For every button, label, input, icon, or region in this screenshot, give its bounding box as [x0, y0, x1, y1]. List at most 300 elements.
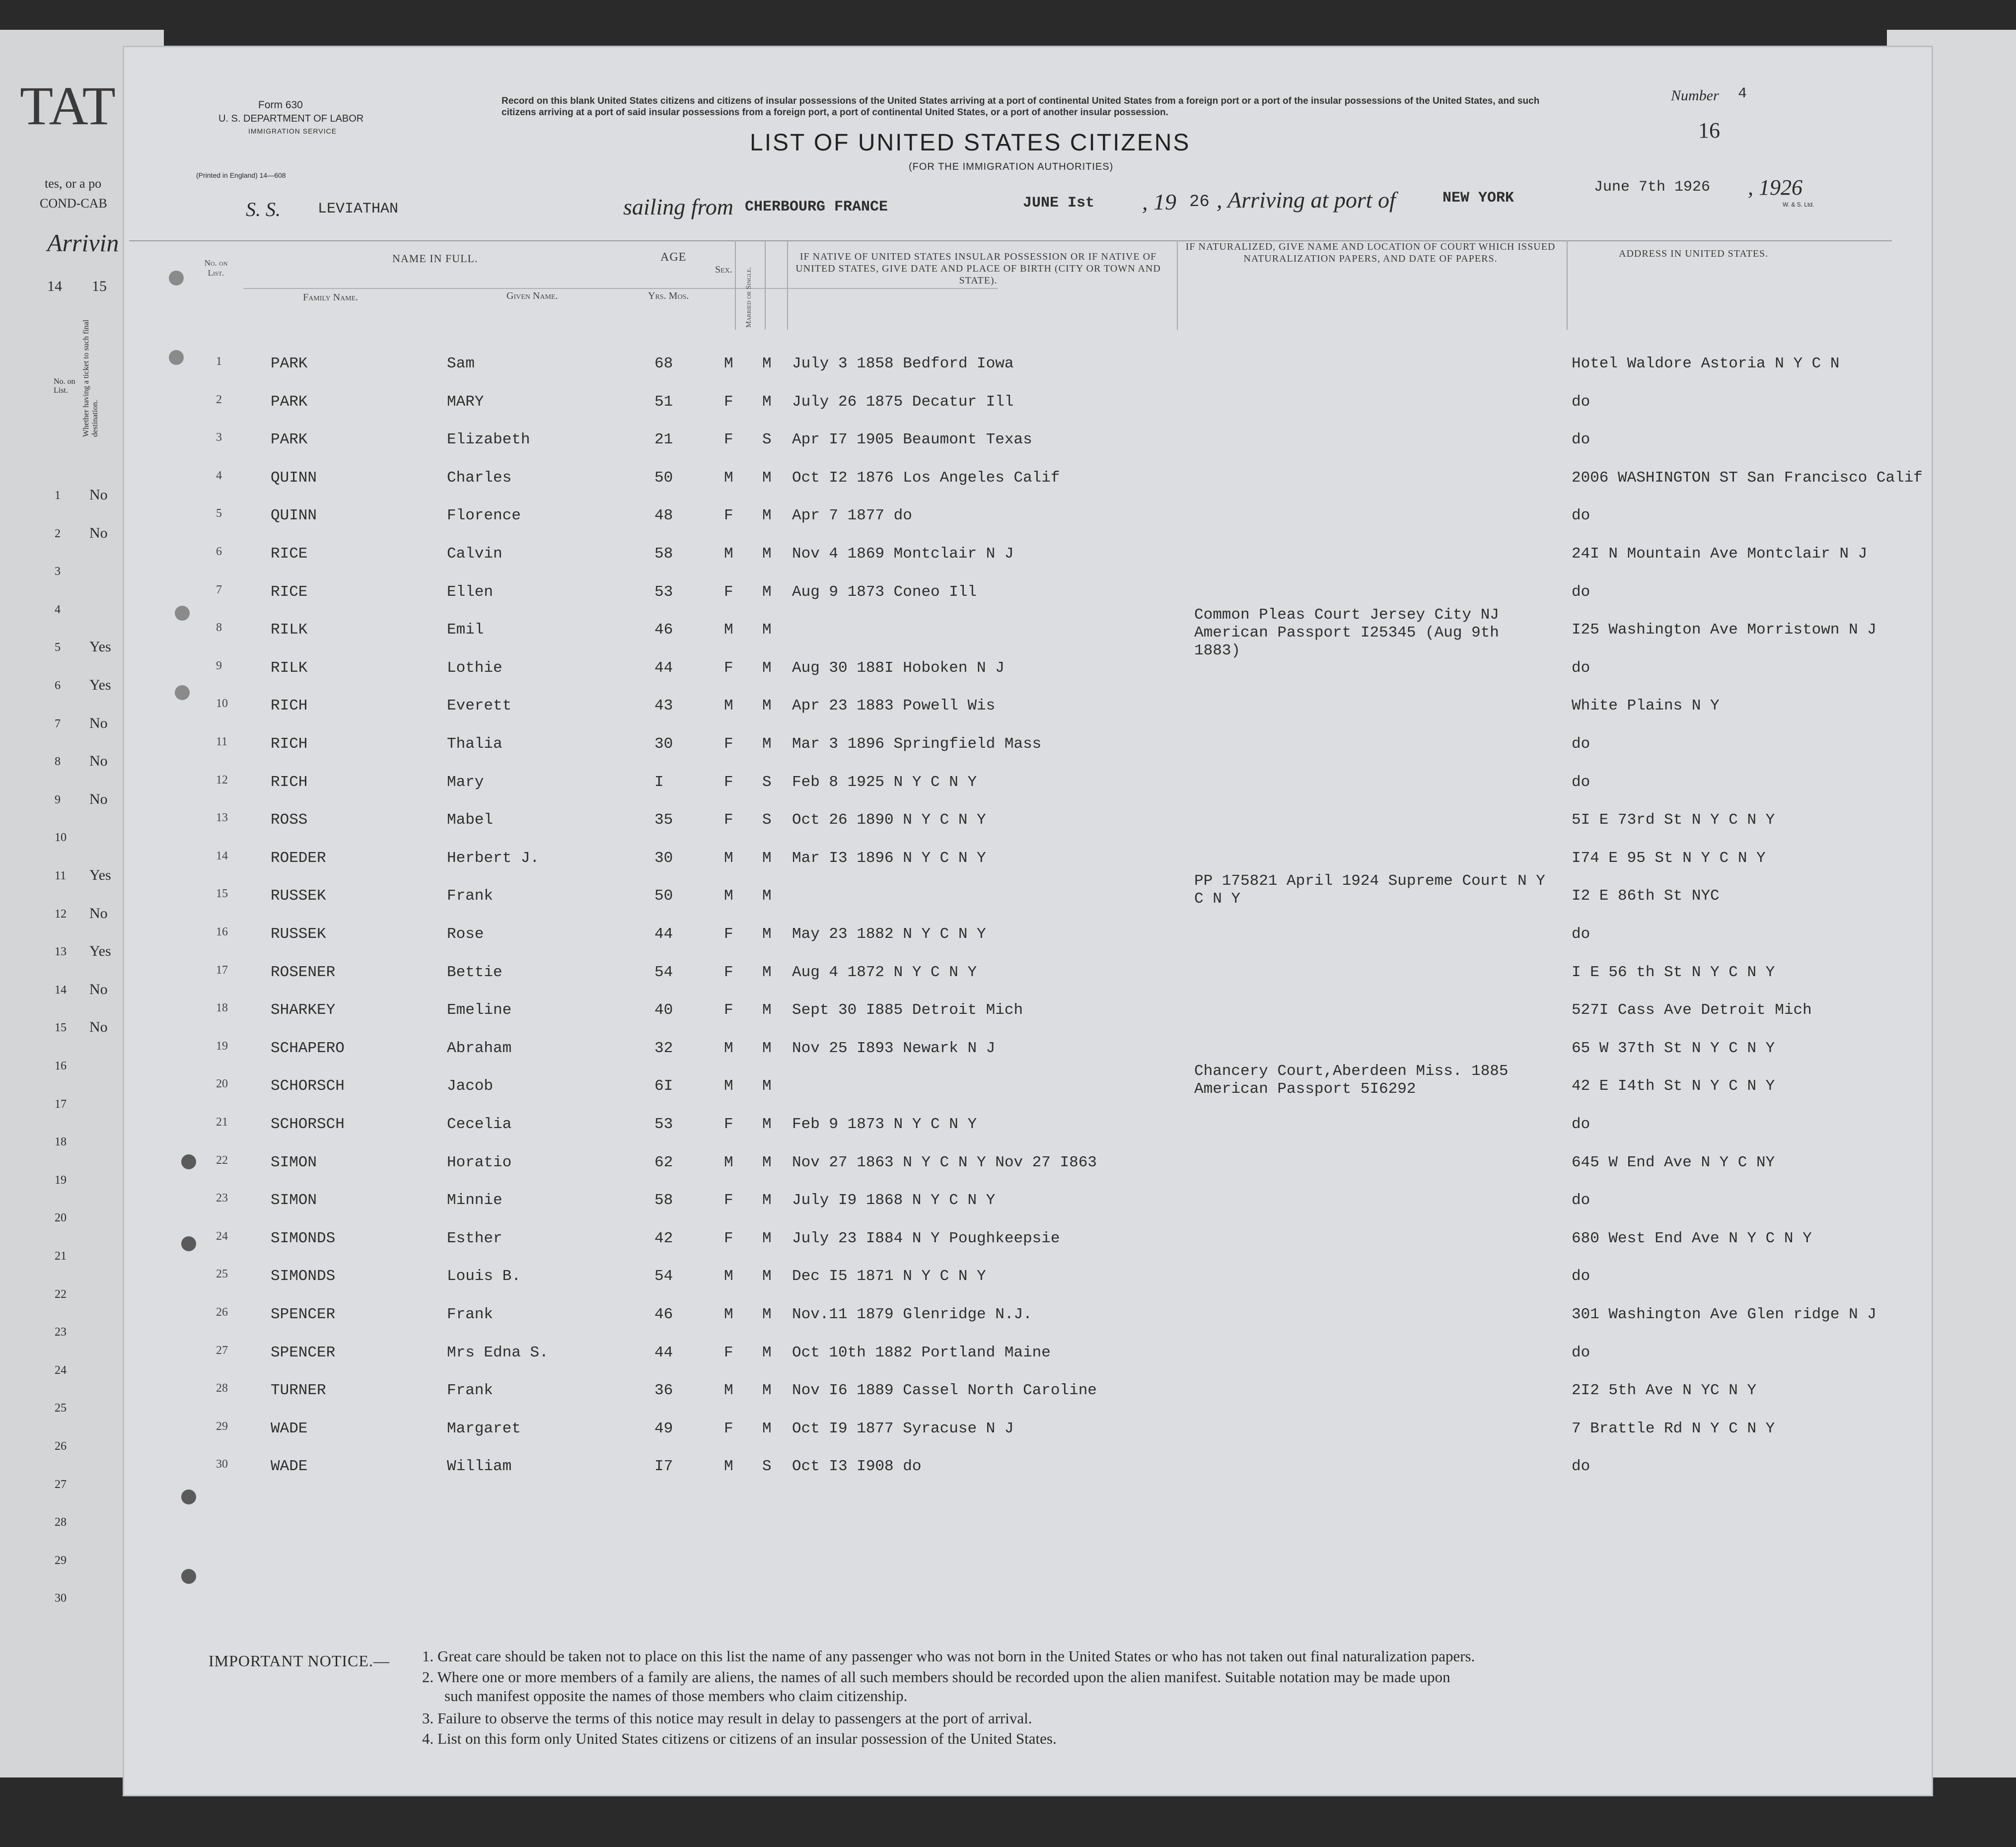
row-22-no: 22: [216, 1153, 228, 1167]
row-2-sex: F: [724, 393, 733, 411]
row-3-age: 21: [654, 431, 673, 449]
row-18-family: SHARKEY: [271, 1001, 336, 1019]
row-7-no: 7: [216, 583, 222, 596]
row-7-ms: M: [762, 583, 772, 601]
row-3-ms: S: [762, 431, 772, 449]
row-4-addr: 2006 WASHINGTON ST San Francisco Calif: [1572, 469, 1923, 487]
underlying-fragment-1: tes, or a po: [45, 176, 102, 191]
notice-item-2: 2. Where one or more members of a family are aliens, the names of all such members should be recorded upon the alien manifest. Suitable notation may be made upon: [422, 1668, 1450, 1686]
left-line-number: 23: [55, 1326, 67, 1339]
row-1-birth: July 3 1858 Bedford Iowa: [792, 355, 1014, 372]
row-27-age: 44: [654, 1344, 673, 1361]
notice-item-4: 4. List on this form only United States citizens or citizens of an insular possession of the United States.: [422, 1730, 1057, 1747]
left-line-number: 17: [55, 1097, 67, 1111]
row-6-birth: Nov 4 1869 Montclair N J: [792, 545, 1014, 563]
left-line-number: 12: [55, 907, 67, 921]
row-14-addr: I74 E 95 St N Y C N Y: [1572, 849, 1766, 867]
left-answer: No: [89, 981, 108, 997]
row-10-given: Everett: [447, 697, 512, 715]
row-19-addr: 65 W 37th St N Y C N Y: [1572, 1039, 1775, 1057]
row-29-given: Margaret: [447, 1420, 521, 1437]
form-record-note: Record on this blank United States citizens and citizens of insular possessions of the United States arriving at a port of continental United States from a foreign port or a port of the insular possessions of the United States, and such citizens arriving at a port of said insular possessions from a foreign port, a port of continental United States, or a port of another insular possession.: [502, 96, 1540, 118]
row-13-no: 13: [216, 811, 228, 825]
row-17-ms: M: [762, 963, 772, 981]
row-27-ms: M: [762, 1344, 772, 1361]
row-3-birth: Apr I7 1905 Beaumont Texas: [792, 431, 1032, 449]
header-no: No. on List.: [204, 258, 228, 278]
punch-hole: [181, 1236, 196, 1251]
left-line-number: 2: [55, 527, 61, 540]
ship-name: LEVIATHAN: [318, 201, 399, 217]
row-6-given: Calvin: [447, 545, 503, 563]
row-15-sex: M: [724, 887, 733, 905]
row-24-family: SIMONDS: [271, 1229, 336, 1247]
left-line-number: 13: [55, 945, 67, 959]
form-printed: (Printed in England) 14—608: [196, 171, 286, 179]
row-11-no: 11: [216, 735, 228, 748]
row-15-family: RUSSEK: [271, 887, 326, 905]
row-28-birth: Nov I6 1889 Cassel North Caroline: [792, 1382, 1097, 1400]
row-23-given: Minnie: [447, 1192, 503, 1209]
row-20-no: 20: [216, 1077, 228, 1091]
punch-hole: [175, 606, 190, 621]
row-28-no: 28: [216, 1382, 228, 1395]
row-19-given: Abraham: [447, 1039, 512, 1057]
rule-birth: [787, 240, 788, 330]
row-11-age: 30: [654, 735, 673, 753]
row-21-no: 21: [216, 1116, 228, 1129]
row-29-ms: M: [762, 1420, 772, 1437]
row-5-age: 48: [654, 507, 673, 525]
row-9-addr: do: [1572, 659, 1590, 677]
row-2-age: 51: [654, 393, 673, 411]
row-18-given: Emeline: [447, 1001, 512, 1019]
arrival-port: NEW YORK: [1442, 190, 1514, 207]
row-16-family: RUSSEK: [271, 925, 326, 943]
row-15-given: Frank: [447, 887, 494, 905]
printer-mark: W. & S. Ltd.: [1783, 201, 1814, 208]
row-10-age: 43: [654, 697, 673, 715]
row-25-no: 25: [216, 1268, 228, 1281]
row-25-ms: M: [762, 1268, 772, 1285]
punch-hole: [181, 1569, 196, 1584]
row-14-given: Herbert J.: [447, 849, 540, 867]
row-10-birth: Apr 23 1883 Powell Wis: [792, 697, 996, 715]
header-yrs: Yrs. Mos.: [648, 290, 689, 301]
header-top-rule: [129, 240, 1892, 241]
left-answer: Yes: [89, 677, 111, 693]
row-30-birth: Oct I3 I908 do: [792, 1458, 922, 1476]
row-28-addr: 2I2 5th Ave N YC N Y: [1572, 1382, 1757, 1400]
row-17-given: Bettie: [447, 963, 503, 981]
row-16-given: Rose: [447, 925, 484, 943]
left-line-number: 9: [55, 793, 61, 806]
row-21-addr: do: [1572, 1116, 1590, 1133]
row-29-sex: F: [724, 1420, 733, 1437]
row-17-addr: I E 56 th St N Y C N Y: [1572, 963, 1775, 981]
row-7-sex: F: [724, 583, 733, 601]
row-28-age: 36: [654, 1382, 673, 1400]
row-15-naturalization: PP 175821 April 1924 Supreme Court N Y C N Y: [1194, 872, 1545, 908]
left-line-number: 15: [55, 1021, 67, 1035]
header-sex: Sex.: [715, 264, 732, 275]
row-7-birth: Aug 9 1873 Coneo Ill: [792, 583, 977, 601]
sailing-label: sailing from: [623, 194, 733, 219]
row-23-sex: F: [724, 1192, 733, 1209]
row-30-no: 30: [216, 1458, 228, 1471]
row-1-addr: Hotel Waldore Astoria N Y C N: [1572, 355, 1840, 372]
page-number: 16: [1698, 118, 1720, 142]
row-24-ms: M: [762, 1229, 772, 1247]
row-18-age: 40: [654, 1001, 673, 1019]
left-line-number: 28: [55, 1516, 67, 1529]
row-6-age: 58: [654, 545, 673, 563]
arriving-label: , Arriving at port of: [1217, 187, 1396, 213]
row-18-sex: F: [724, 1001, 733, 1019]
header-address: ADDRESS IN UNITED STATES.: [1619, 248, 1769, 259]
row-6-family: RICE: [271, 545, 308, 563]
rule-sex: [735, 240, 736, 330]
left-line-number: 6: [55, 679, 61, 692]
row-30-given: William: [447, 1458, 512, 1476]
header-name: NAME IN FULL.: [392, 252, 478, 265]
row-30-addr: do: [1572, 1458, 1590, 1476]
row-18-no: 18: [216, 1001, 228, 1015]
year-prefix: , 19: [1142, 189, 1176, 214]
row-21-ms: M: [762, 1116, 772, 1133]
row-6-no: 6: [216, 545, 222, 558]
row-24-birth: July 23 I884 N Y Poughkeepsie: [792, 1229, 1060, 1247]
row-5-ms: M: [762, 507, 772, 525]
row-4-birth: Oct I2 1876 Los Angeles Calif: [792, 469, 1060, 487]
row-29-age: 49: [654, 1420, 673, 1437]
row-26-family: SPENCER: [271, 1306, 336, 1323]
row-11-ms: M: [762, 735, 772, 753]
row-25-family: SIMONDS: [271, 1268, 336, 1285]
row-8-sex: M: [724, 621, 733, 639]
row-20-ms: M: [762, 1077, 772, 1095]
left-line-number: 11: [55, 869, 67, 882]
row-29-birth: Oct I9 1877 Syracuse N J: [792, 1420, 1014, 1437]
row-26-given: Frank: [447, 1306, 494, 1323]
row-30-family: WADE: [271, 1458, 308, 1476]
header-naturalized: IF NATURALIZED, GIVE NAME AND LOCATION OF COURT WHICH ISSUED NATURALIZATION PAPERS, AND DATE OF PAPERS.: [1185, 241, 1556, 264]
row-8-addr: I25 Washington Ave Morristown N J: [1572, 621, 1876, 639]
row-25-given: Louis B.: [447, 1268, 521, 1285]
form-department: U. S. DEPARTMENT OF LABOR: [218, 113, 364, 124]
row-1-age: 68: [654, 355, 673, 372]
row-27-addr: do: [1572, 1344, 1590, 1361]
left-line-number: 22: [55, 1287, 67, 1301]
row-20-naturalization: Chancery Court,Aberdeen Miss. 1885 American Passport 5I6292: [1194, 1063, 1509, 1098]
row-2-birth: July 26 1875 Decatur Ill: [792, 393, 1014, 411]
row-23-age: 58: [654, 1192, 673, 1209]
row-22-birth: Nov 27 1863 N Y C N Y Nov 27 I863: [792, 1153, 1097, 1171]
row-3-addr: do: [1572, 431, 1590, 449]
left-line-number: 24: [55, 1363, 67, 1377]
punch-hole: [169, 271, 184, 285]
row-12-no: 12: [216, 773, 228, 786]
row-9-birth: Aug 30 188I Hoboken N J: [792, 659, 1005, 677]
punch-hole: [175, 685, 190, 700]
arrival-date: June 7th 1926: [1594, 179, 1711, 196]
notice-item-2b: such manifest opposite the names of those members who claim citizenship.: [444, 1687, 908, 1705]
row-23-no: 23: [216, 1192, 228, 1205]
row-29-family: WADE: [271, 1420, 308, 1437]
row-24-no: 24: [216, 1229, 228, 1243]
row-23-birth: July I9 1868 N Y C N Y: [792, 1192, 996, 1209]
left-line-number: 19: [55, 1173, 67, 1187]
row-8-family: RILK: [271, 621, 308, 639]
row-12-sex: F: [724, 773, 733, 791]
row-20-age: 6I: [654, 1077, 673, 1095]
form-title: LIST OF UNITED STATES CITIZENS: [750, 130, 1191, 156]
row-16-sex: F: [724, 925, 733, 943]
row-17-no: 17: [216, 963, 228, 977]
row-1-no: 1: [216, 355, 222, 368]
row-10-addr: White Plains N Y: [1572, 697, 1720, 715]
row-22-addr: 645 W End Ave N Y C NY: [1572, 1153, 1775, 1171]
row-12-addr: do: [1572, 773, 1590, 791]
row-14-age: 30: [654, 849, 673, 867]
row-5-sex: F: [724, 507, 733, 525]
row-1-given: Sam: [447, 355, 475, 372]
row-23-family: SIMON: [271, 1192, 317, 1209]
underlying-fragment-3: Arrivin: [47, 229, 119, 257]
row-6-ms: M: [762, 545, 772, 563]
arrival-year: , 1926: [1748, 175, 1802, 200]
row-24-age: 42: [654, 1229, 673, 1247]
left-line-number: 29: [55, 1554, 67, 1567]
row-25-birth: Dec I5 1871 N Y C N Y: [792, 1268, 986, 1285]
row-13-age: 35: [654, 811, 673, 829]
row-4-given: Charles: [447, 469, 512, 487]
row-15-no: 15: [216, 887, 228, 901]
left-line-number: 4: [55, 603, 61, 616]
row-15-ms: M: [762, 887, 772, 905]
left-answer: Yes: [89, 943, 111, 960]
row-2-ms: M: [762, 393, 772, 411]
row-25-addr: do: [1572, 1268, 1590, 1285]
row-22-given: Horatio: [447, 1153, 512, 1171]
row-25-sex: M: [724, 1268, 733, 1285]
left-line-number: 7: [55, 717, 61, 730]
row-7-family: RICE: [271, 583, 308, 601]
notice-label-text: IMPORTANT NOTICE.: [209, 1652, 373, 1670]
row-5-given: Florence: [447, 507, 521, 525]
row-7-given: Ellen: [447, 583, 494, 601]
row-11-addr: do: [1572, 735, 1590, 753]
row-18-addr: 527I Cass Ave Detroit Mich: [1572, 1001, 1812, 1019]
row-6-sex: M: [724, 545, 733, 563]
row-1-sex: M: [724, 355, 733, 372]
row-30-sex: M: [724, 1458, 733, 1476]
row-9-no: 9: [216, 659, 222, 672]
row-1-family: PARK: [271, 355, 308, 372]
row-3-family: PARK: [271, 431, 308, 449]
left-line-number: 3: [55, 565, 61, 578]
row-27-sex: F: [724, 1344, 733, 1361]
left-answer: No: [89, 753, 108, 770]
row-15-age: 50: [654, 887, 673, 905]
row-10-sex: M: [724, 697, 733, 715]
row-8-naturalization: Common Pleas Court Jersey City NJ American Passport I25345 (Aug 9th 1883): [1194, 606, 1499, 660]
row-19-age: 32: [654, 1039, 673, 1057]
row-21-family: SCHORSCH: [271, 1116, 345, 1133]
row-9-age: 44: [654, 659, 673, 677]
row-3-given: Elizabeth: [447, 431, 530, 449]
punch-hole: [181, 1154, 196, 1169]
left-col-b-header: Whether having a ticket to such final destination.: [82, 319, 99, 437]
underlying-page-title-fragment: TAT: [20, 75, 116, 136]
departure-date: JUNE Ist: [1023, 195, 1095, 212]
row-20-given: Jacob: [447, 1077, 494, 1095]
row-8-age: 46: [654, 621, 673, 639]
row-26-addr: 301 Washington Ave Glen ridge N J: [1572, 1306, 1876, 1323]
row-2-no: 2: [216, 393, 222, 406]
row-7-addr: do: [1572, 583, 1590, 601]
row-20-addr: 42 E I4th St N Y C N Y: [1572, 1077, 1775, 1095]
row-13-addr: 5I E 73rd St N Y C N Y: [1572, 811, 1775, 829]
row-12-age: I: [654, 773, 664, 791]
left-line-number: 18: [55, 1136, 67, 1149]
departure-year: 26: [1189, 193, 1210, 212]
row-28-given: Frank: [447, 1382, 494, 1400]
left-line-number: 21: [55, 1250, 67, 1263]
row-12-ms: S: [762, 773, 772, 791]
row-27-given: Mrs Edna S.: [447, 1344, 549, 1361]
row-24-addr: 680 West End Ave N Y C N Y: [1572, 1229, 1812, 1247]
row-25-age: 54: [654, 1268, 673, 1285]
row-21-birth: Feb 9 1873 N Y C N Y: [792, 1116, 977, 1133]
left-line-number: 8: [55, 755, 61, 769]
left-answer: No: [89, 790, 108, 807]
row-4-ms: M: [762, 469, 772, 487]
row-28-ms: M: [762, 1382, 772, 1400]
row-22-family: SIMON: [271, 1153, 317, 1171]
left-line-number: 5: [55, 641, 61, 654]
row-20-family: SCHORSCH: [271, 1077, 345, 1095]
row-17-family: ROSENER: [271, 963, 336, 981]
row-26-sex: M: [724, 1306, 733, 1323]
left-line-number: 25: [55, 1402, 67, 1415]
row-21-age: 53: [654, 1116, 673, 1133]
row-8-ms: M: [762, 621, 772, 639]
row-20-sex: M: [724, 1077, 733, 1095]
row-8-no: 8: [216, 621, 222, 635]
row-14-family: ROEDER: [271, 849, 326, 867]
row-12-given: Mary: [447, 773, 484, 791]
row-5-birth: Apr 7 1877 do: [792, 507, 912, 525]
header-married: Married or Single.: [745, 267, 753, 328]
row-17-birth: Aug 4 1872 N Y C N Y: [792, 963, 977, 981]
left-line-number: 10: [55, 831, 67, 845]
left-answer: No: [89, 487, 108, 503]
row-13-birth: Oct 26 1890 N Y C N Y: [792, 811, 986, 829]
row-19-birth: Nov 25 I893 Newark N J: [792, 1039, 996, 1057]
left-col-a: 14: [47, 278, 62, 294]
row-16-age: 44: [654, 925, 673, 943]
row-16-birth: May 23 1882 N Y C N Y: [792, 925, 986, 943]
departure-port: CHERBOURG FRANCE: [745, 199, 888, 215]
number-value: 4: [1738, 85, 1747, 102]
row-21-given: Cecelia: [447, 1116, 512, 1133]
notice-item-3: 3. Failure to observe the terms of this notice may result in delay to passengers at the port of arrival.: [422, 1709, 1032, 1727]
left-line-number: 27: [55, 1478, 67, 1491]
left-line-number: 1: [55, 489, 61, 502]
row-9-given: Lothie: [447, 659, 503, 677]
form-number: Form 630: [258, 99, 303, 111]
row-16-ms: M: [762, 925, 772, 943]
row-10-ms: M: [762, 697, 772, 715]
left-line-number: 20: [55, 1211, 67, 1225]
row-3-sex: F: [724, 431, 733, 449]
row-21-sex: F: [724, 1116, 733, 1133]
row-9-ms: M: [762, 659, 772, 677]
underlying-fragment-2: COND-CAB: [40, 196, 107, 211]
header-family: Family Name.: [303, 292, 359, 303]
row-16-addr: do: [1572, 925, 1590, 943]
left-answer: No: [89, 524, 108, 541]
row-11-family: RICH: [271, 735, 308, 753]
row-14-ms: M: [762, 849, 772, 867]
rule-married: [765, 240, 766, 330]
row-26-age: 46: [654, 1306, 673, 1323]
header-birth: IF NATIVE OF UNITED STATES INSULAR POSSESSION OR IF NATIVE OF UNITED STATES, GIVE DATE AND PLACE OF BIRTH (CITY OR TOWN AND STATE).: [795, 251, 1161, 286]
row-13-sex: F: [724, 811, 733, 829]
row-19-ms: M: [762, 1039, 772, 1057]
row-19-no: 19: [216, 1039, 228, 1053]
notice-item-1: 1. Great care should be taken not to place on this list the name of any passenger who was not born in the United States or who has not taken out final naturalization papers.: [422, 1647, 1475, 1665]
left-line-number: 16: [55, 1060, 67, 1072]
row-23-addr: do: [1572, 1192, 1590, 1209]
row-30-ms: S: [762, 1458, 772, 1476]
row-19-family: SCHAPERO: [271, 1039, 345, 1057]
row-27-no: 27: [216, 1344, 228, 1357]
row-4-sex: M: [724, 469, 733, 487]
row-28-sex: M: [724, 1382, 733, 1400]
row-3-no: 3: [216, 431, 222, 444]
rule-address: [1567, 240, 1568, 330]
header-age: AGE: [660, 251, 687, 264]
row-5-addr: do: [1572, 507, 1590, 525]
row-29-no: 29: [216, 1420, 228, 1433]
row-14-sex: M: [724, 849, 733, 867]
left-line-number: 26: [55, 1440, 67, 1453]
row-9-sex: F: [724, 659, 733, 677]
punch-hole: [181, 1490, 196, 1504]
row-29-addr: 7 Brattle Rd N Y C N Y: [1572, 1420, 1775, 1437]
row-2-given: MARY: [447, 393, 484, 411]
row-12-family: RICH: [271, 773, 308, 791]
punch-hole: [169, 350, 184, 365]
left-answer: No: [89, 1019, 108, 1036]
row-11-given: Thalia: [447, 735, 503, 753]
ship-prefix: S. S.: [246, 198, 281, 220]
left-line-number: 30: [55, 1592, 67, 1605]
left-answer: Yes: [89, 639, 111, 655]
row-1-ms: M: [762, 355, 772, 372]
form-subtitle: (FOR THE IMMIGRATION AUTHORITIES): [909, 161, 1114, 172]
row-22-sex: M: [724, 1153, 733, 1171]
row-18-birth: Sept 30 I885 Detroit Mich: [792, 1001, 1023, 1019]
row-17-sex: F: [724, 963, 733, 981]
row-19-sex: M: [724, 1039, 733, 1057]
row-5-family: QUINN: [271, 507, 317, 525]
row-5-no: 5: [216, 507, 222, 520]
rule-naturalized: [1177, 240, 1178, 330]
manifest-sheet: [124, 47, 1932, 1795]
